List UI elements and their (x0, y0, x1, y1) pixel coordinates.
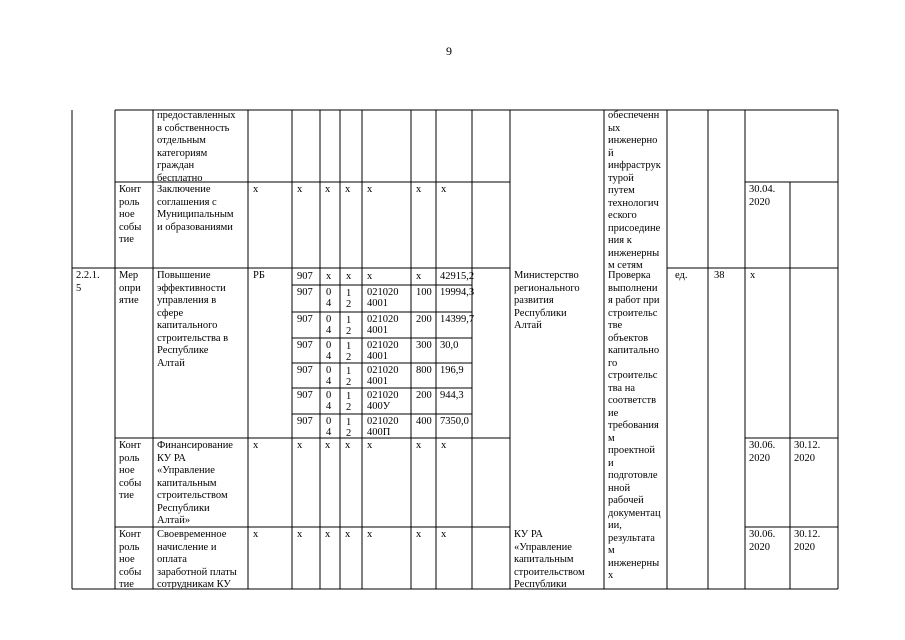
budget-pr: 2 (346, 402, 352, 413)
budget-rz: 0 (326, 390, 332, 401)
x-mark-cell: x (297, 529, 303, 540)
budget-rz: 0 (326, 287, 332, 298)
budget-pr: 2 (346, 428, 352, 439)
activity-name: заработной платы (157, 566, 237, 578)
budget-sum: 30,0 (440, 340, 459, 351)
indicator-text: выполнени (608, 282, 658, 294)
budget-pr: 1 (346, 417, 352, 428)
x-mark-cell: x (325, 529, 331, 540)
budget-csr: 4001 (367, 376, 388, 387)
date-start: 30.06. (749, 440, 776, 451)
indicator-text: м сетям (608, 260, 643, 271)
indicator-text: м (608, 545, 615, 556)
x-mark-cell: x (345, 440, 351, 451)
budget-csr: 4001 (367, 351, 388, 362)
executor: строительством (514, 566, 585, 578)
executor: Республики (514, 579, 567, 590)
event-type: роль (119, 452, 140, 464)
indicator-text: го (608, 357, 618, 369)
activity-name: «Управление (157, 465, 215, 476)
date-end: 30.12. (794, 440, 821, 451)
event-type: Мер (119, 270, 139, 281)
activity-name: соглашения с (157, 196, 217, 208)
activity-name: управления в (157, 295, 217, 306)
x-mark-cell: x (367, 440, 373, 451)
date-end: 2020 (749, 196, 770, 208)
x-mark-cell: x (345, 184, 351, 195)
budget-sum: 196,9 (440, 365, 464, 376)
budget-sum: 19994,3 (440, 287, 475, 298)
event-type: ное (119, 554, 135, 565)
indicator-text: нной (608, 482, 631, 494)
activity-name: Финансирование (157, 440, 233, 451)
x-mark-cell: x (253, 440, 259, 451)
budget-csr: 4001 (367, 298, 388, 309)
indicator-text: ния к (608, 235, 632, 246)
indicator-text: инженерно (608, 135, 658, 146)
date-start: 2020 (749, 452, 770, 464)
indicator-text: тва на (608, 382, 635, 394)
indicator-text: й (608, 147, 614, 159)
page-number: 9 (446, 44, 452, 58)
x-mark-cell: x (750, 270, 756, 281)
budget-vr: 300 (416, 340, 432, 351)
activity-name: КУ РА (157, 452, 186, 464)
budget-rz: 0 (326, 340, 332, 351)
budget-pr: 1 (346, 391, 352, 402)
budget-vr: 200 (416, 390, 432, 401)
activity-name: Алтай» (157, 515, 191, 526)
activity-name: граждан (157, 160, 195, 171)
budget-pr: 2 (346, 326, 352, 337)
activity-name: начисление и (157, 541, 217, 553)
target-value: 38 (714, 270, 725, 281)
budget-pr: 1 (346, 341, 352, 352)
indicator-text: требования (608, 420, 659, 431)
budget-grbs: 907 (297, 340, 313, 351)
indicator-text: тве (608, 320, 623, 331)
budget-csr: 400У (367, 401, 391, 412)
executor: «Управление (514, 541, 572, 553)
indicator-text: документац (608, 507, 661, 519)
activity-name: эффективности (157, 282, 226, 294)
indicator-text: еского (608, 210, 637, 221)
indicator-text: ых (608, 122, 621, 134)
executor: регионального (514, 282, 580, 294)
activity-name: строительства в (157, 332, 229, 344)
budget-rz: 0 (326, 314, 332, 325)
executor: КУ РА (514, 529, 543, 540)
x-mark-cell: x (416, 184, 422, 195)
x-mark-cell: x (253, 529, 259, 540)
x-mark-cell: x (253, 184, 259, 195)
x-mark-cell: x (441, 184, 447, 195)
event-type: Конт (119, 440, 141, 451)
budget-pr: 1 (346, 288, 352, 299)
executor: развития (514, 295, 554, 306)
budget-csr: 021020 (367, 390, 399, 401)
event-type: Конт (119, 529, 141, 540)
budget-rz: 4 (326, 427, 332, 438)
indicator-text: Проверка (608, 270, 651, 281)
budget-csr: 021020 (367, 365, 399, 376)
x-mark-cell: x (325, 184, 331, 195)
budget-grbs: 907 (297, 271, 313, 282)
indicator-text: инженерны (608, 247, 660, 259)
event-type: Конт (119, 184, 141, 195)
activity-name: Республике (157, 345, 209, 356)
activity-name: в собственность (157, 122, 230, 134)
x-mark-cell: x (416, 529, 422, 540)
budget-rz: 4 (326, 351, 332, 362)
budget-pr: 1 (346, 366, 352, 377)
activity-name: отдельным (157, 135, 206, 146)
budget-rz: x (326, 271, 332, 282)
budget-grbs: 907 (297, 287, 313, 298)
date-end: 2020 (794, 452, 815, 464)
x-mark-cell: x (297, 440, 303, 451)
executor: Министерство (514, 270, 579, 281)
budget-grbs: 907 (297, 314, 313, 325)
budget-vr: 400 (416, 416, 432, 427)
executor: Республики (514, 307, 567, 319)
indicator-text: технологич (608, 197, 659, 209)
x-mark-cell: x (416, 440, 422, 451)
budget-pr: x (346, 271, 352, 282)
indicator-text: обеспеченн (608, 110, 660, 121)
event-type: собы (119, 477, 142, 489)
activity-name: Повышение (157, 270, 211, 281)
executor: капитальным (514, 554, 574, 565)
event-type: роль (119, 196, 140, 208)
indicator-text: я работ при (608, 295, 660, 306)
budget-csr: 4001 (367, 325, 388, 336)
budget-rz: 4 (326, 401, 332, 412)
activity-name: капитального (157, 320, 218, 331)
indicator-text: инженерны (608, 557, 660, 569)
budget-rz: 0 (326, 416, 332, 427)
event-type: тие (119, 579, 134, 590)
activity-name: категориям (157, 147, 208, 159)
date-start: 2020 (749, 541, 770, 553)
activity-name: сотрудникам КУ (157, 579, 231, 590)
indicator-text: ии, (608, 520, 622, 531)
activity-name: капитальным (157, 477, 217, 489)
budget-rz: 0 (326, 365, 332, 376)
event-type: опри (119, 282, 141, 294)
budget-vr: 800 (416, 365, 432, 376)
event-type: тие (119, 234, 134, 245)
date-end: 2020 (794, 541, 815, 553)
activity-name: бесплатно (157, 172, 203, 184)
budget-csr: 021020 (367, 416, 399, 427)
budget-sum: 944,3 (440, 390, 464, 401)
indicator-text: соответств (608, 395, 657, 406)
budget-vr: 200 (416, 314, 432, 325)
event-type: роль (119, 541, 140, 553)
indicator-text: строительс (608, 307, 658, 319)
event-type: ное (119, 465, 135, 476)
indicator-text: результата (608, 532, 655, 544)
date-start: 30.06. (749, 529, 776, 540)
activity-name: Заключение (157, 184, 211, 195)
executor: Алтай (514, 320, 542, 331)
event-type: ное (119, 209, 135, 220)
x-mark-cell: x (367, 529, 373, 540)
budget-pr: 2 (346, 352, 352, 363)
indicator-text: строительс (608, 370, 658, 381)
event-type: ятие (119, 295, 139, 306)
row-number: 2.2.1. (76, 270, 100, 281)
indicator-text: рабочей (608, 495, 644, 506)
budget-rz: 4 (326, 298, 332, 309)
budget-grbs: 907 (297, 416, 313, 427)
budget-pr: 1 (346, 315, 352, 326)
indicator-text: подготовле (608, 470, 658, 481)
indicator-text: объектов (608, 332, 649, 344)
activity-name: предоставленных (157, 110, 236, 121)
activity-name: и образованиями (157, 221, 233, 233)
indicator-text: проектной (608, 445, 655, 456)
x-mark-cell: x (297, 184, 303, 195)
budget-csr: x (367, 271, 373, 282)
unit: ед. (675, 270, 688, 281)
activity-name: Своевременное (157, 529, 227, 540)
x-mark-cell: x (441, 440, 447, 451)
x-mark-cell: x (367, 184, 373, 195)
budget-rz: 4 (326, 325, 332, 336)
budget-pr: 2 (346, 299, 352, 310)
event-type: собы (119, 221, 142, 233)
activity-name: оплата (157, 554, 187, 565)
x-mark-cell: x (325, 440, 331, 451)
activity-name: сфере (157, 307, 184, 319)
date-end: 30.04. (749, 184, 776, 195)
indicator-text: х (608, 570, 614, 581)
indicator-text: м (608, 432, 615, 444)
budget-vr: 100 (416, 287, 432, 298)
budget-sum: 7350,0 (440, 416, 469, 427)
budget-vr: x (416, 271, 422, 282)
budget-csr: 021020 (367, 287, 399, 298)
x-mark-cell: x (441, 529, 447, 540)
indicator-text: турой (608, 172, 634, 184)
budget-pr: 2 (346, 377, 352, 388)
funding-source: РБ (253, 270, 265, 281)
activity-name: Республики (157, 502, 210, 514)
date-end: 30.12. (794, 529, 821, 540)
budget-csr: 021020 (367, 314, 399, 325)
budget-grbs: 907 (297, 390, 313, 401)
budget-grbs: 907 (297, 365, 313, 376)
row-number: 5 (76, 282, 82, 294)
activity-name: Алтай (157, 357, 185, 369)
event-type: тие (119, 490, 134, 501)
activity-name: строительством (157, 490, 228, 501)
indicator-text: ие (608, 407, 619, 419)
activity-name: Муниципальным (157, 209, 234, 220)
indicator-text: и (608, 457, 614, 469)
budget-sum: 42915,2 (440, 271, 475, 282)
indicator-text: капитально (608, 345, 660, 356)
event-type: собы (119, 566, 142, 578)
indicator-text: присоедине (608, 222, 661, 234)
indicator-text: путем (608, 185, 635, 196)
budget-sum: 14399,7 (440, 314, 475, 325)
x-mark-cell: x (345, 529, 351, 540)
budget-rz: 4 (326, 376, 332, 387)
budget-csr: 021020 (367, 340, 399, 351)
indicator-text: инфраструк (608, 160, 661, 171)
budget-csr: 400П (367, 427, 391, 438)
